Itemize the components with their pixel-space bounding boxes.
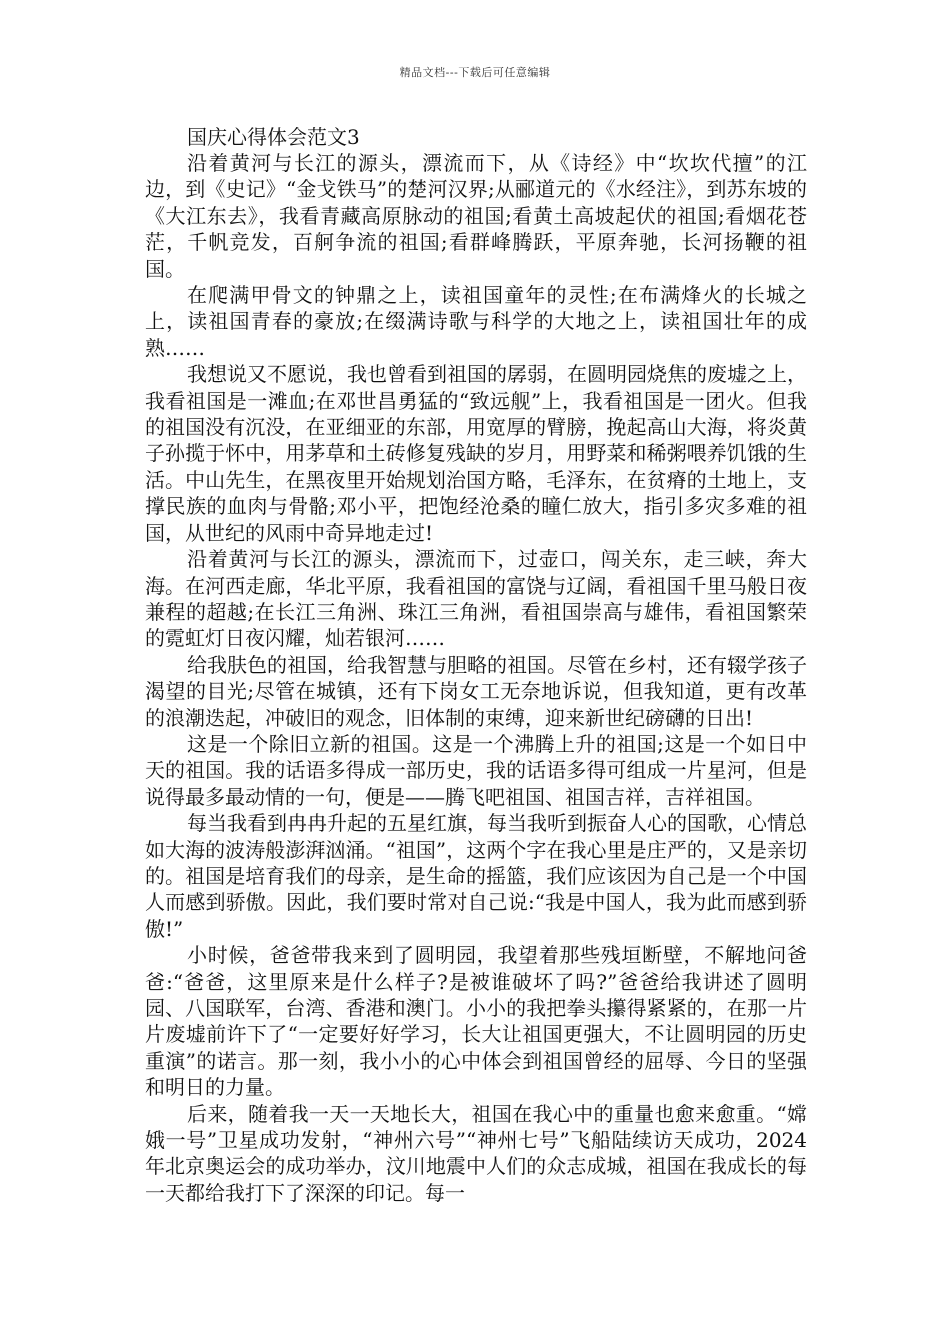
paragraph-9: 后来，随着我一天一天地长大，祖国在我心中的重量也愈来愈重。“嫦娥一号”卫星成功发射，“神州六号”“神州七号”飞船陆续访天成功，2024年北京奥运会的成功举办，汶川地震中人们的众志成城，祖国在我成长的每一天都给我打下了深深的印记。每一: [145, 1101, 807, 1205]
paragraph-7: 每当我看到冉冉升起的五星红旗，每当我听到振奋人心的国歌，心情总如大海的波涛般澎湃汹涌。“祖国”，这两个字在我心里是庄严的，又是亲切的。祖国是培育我们的母亲，是生命的摇篮，我们应该因为自己是一个中国人而感到骄傲。因此，我们要时常对自己说:“我是中国人，我为此而感到骄傲!”: [145, 811, 807, 941]
document-title: 国庆心得体会范文3: [187, 125, 360, 149]
paragraph-2: 在爬满甲骨文的钟鼎之上，读祖国童年的灵性;在布满烽火的长城之上，读祖国青春的豪放;在缀满诗歌与科学的大地之上，读祖国壮年的成熟……: [145, 283, 807, 360]
page-header: 精品文档---下载后可任意编辑: [399, 66, 551, 79]
paragraph-8: 小时候，爸爸带我来到了圆明园，我望着那些残垣断壁，不解地问爸爸:“爸爸，这里原来是什么样子?是被谁破坏了吗?”爸爸给我讲述了圆明园、八国联军，台湾、香港和澳门。小小的我把拳头攥得紧紧的，在那一片片废墟前许下了“一定要好好学习，长大让祖国更强大，不让圆明园的历史重演”的诺言。那一刻，我小小的心中体会到祖国曾经的屈辱、今日的坚强和明日的力量。: [145, 943, 807, 1100]
paragraph-1: 沿着黄河与长江的源头，漂流而下，从《诗经》中“坎坎代擅”的江边，到《史记》“金戈铁马”的楚河汉界;从郦道元的《水经注》，到苏东坡的《大江东去》，我看青藏高原脉动的祖国;看黄土高坡起伏的祖国;看烟花苍茫，千帆竞发，百舸争流的祖国;看群峰腾跃，平原奔驰，长河扬鞭的祖国。: [145, 151, 807, 281]
paragraph-4: 沿着黄河与长江的源头，漂流而下，过壶口，闯关东，走三峡，奔大海。在河西走廊，华北平原，我看祖国的富饶与辽阔，看祖国千里马般日夜兼程的超越;在长江三角洲、珠江三角洲，看祖国崇高与雄伟，看祖国繁荣的霓虹灯日夜闪耀，灿若银河……: [145, 547, 807, 651]
paragraph-5: 给我肤色的祖国，给我智慧与胆略的祖国。尽管在乡村，还有辍学孩子渴望的目光;尽管在城镇，还有下岗女工无奈地诉说，但我知道，更有改革的浪潮迭起，冲破旧的观念，旧体制的束缚，迎来新世纪磅礴的日出!: [145, 652, 807, 730]
paragraph-6: 这是一个除旧立新的祖国。这是一个沸腾上升的祖国;这是一个如日中天的祖国。我的话语多得成一部历史，我的话语多得可组成一片星河，但是说得最多最动情的一句，便是——腾飞吧祖国、祖国吉祥，吉祥祖国。: [145, 731, 807, 809]
paragraph-3: 我想说又不愿说，我也曾看到祖国的孱弱，在圆明园烧焦的废墟之上，我看祖国是一滩血;在邓世昌勇猛的“致远舰”上，我看祖国是一团火。但我的祖国没有沉没，在亚细亚的东部，用宽厚的臂膀，挽起高山大海，将炎黄子孙揽于怀中，用茅草和土砖修复残缺的岁月，用野菜和稀粥喂养饥饿的生活。中山先生，在黑夜里开始规划治国方略，毛泽东，在贫瘠的土地上，支撑民族的血肉与骨骼;邓小平，把饱经沧桑的瞳仁放大，指引多灾多难的祖国，从世纪的风雨中奇异地走过!: [145, 362, 807, 545]
document-body: [145, 124, 807, 1206]
